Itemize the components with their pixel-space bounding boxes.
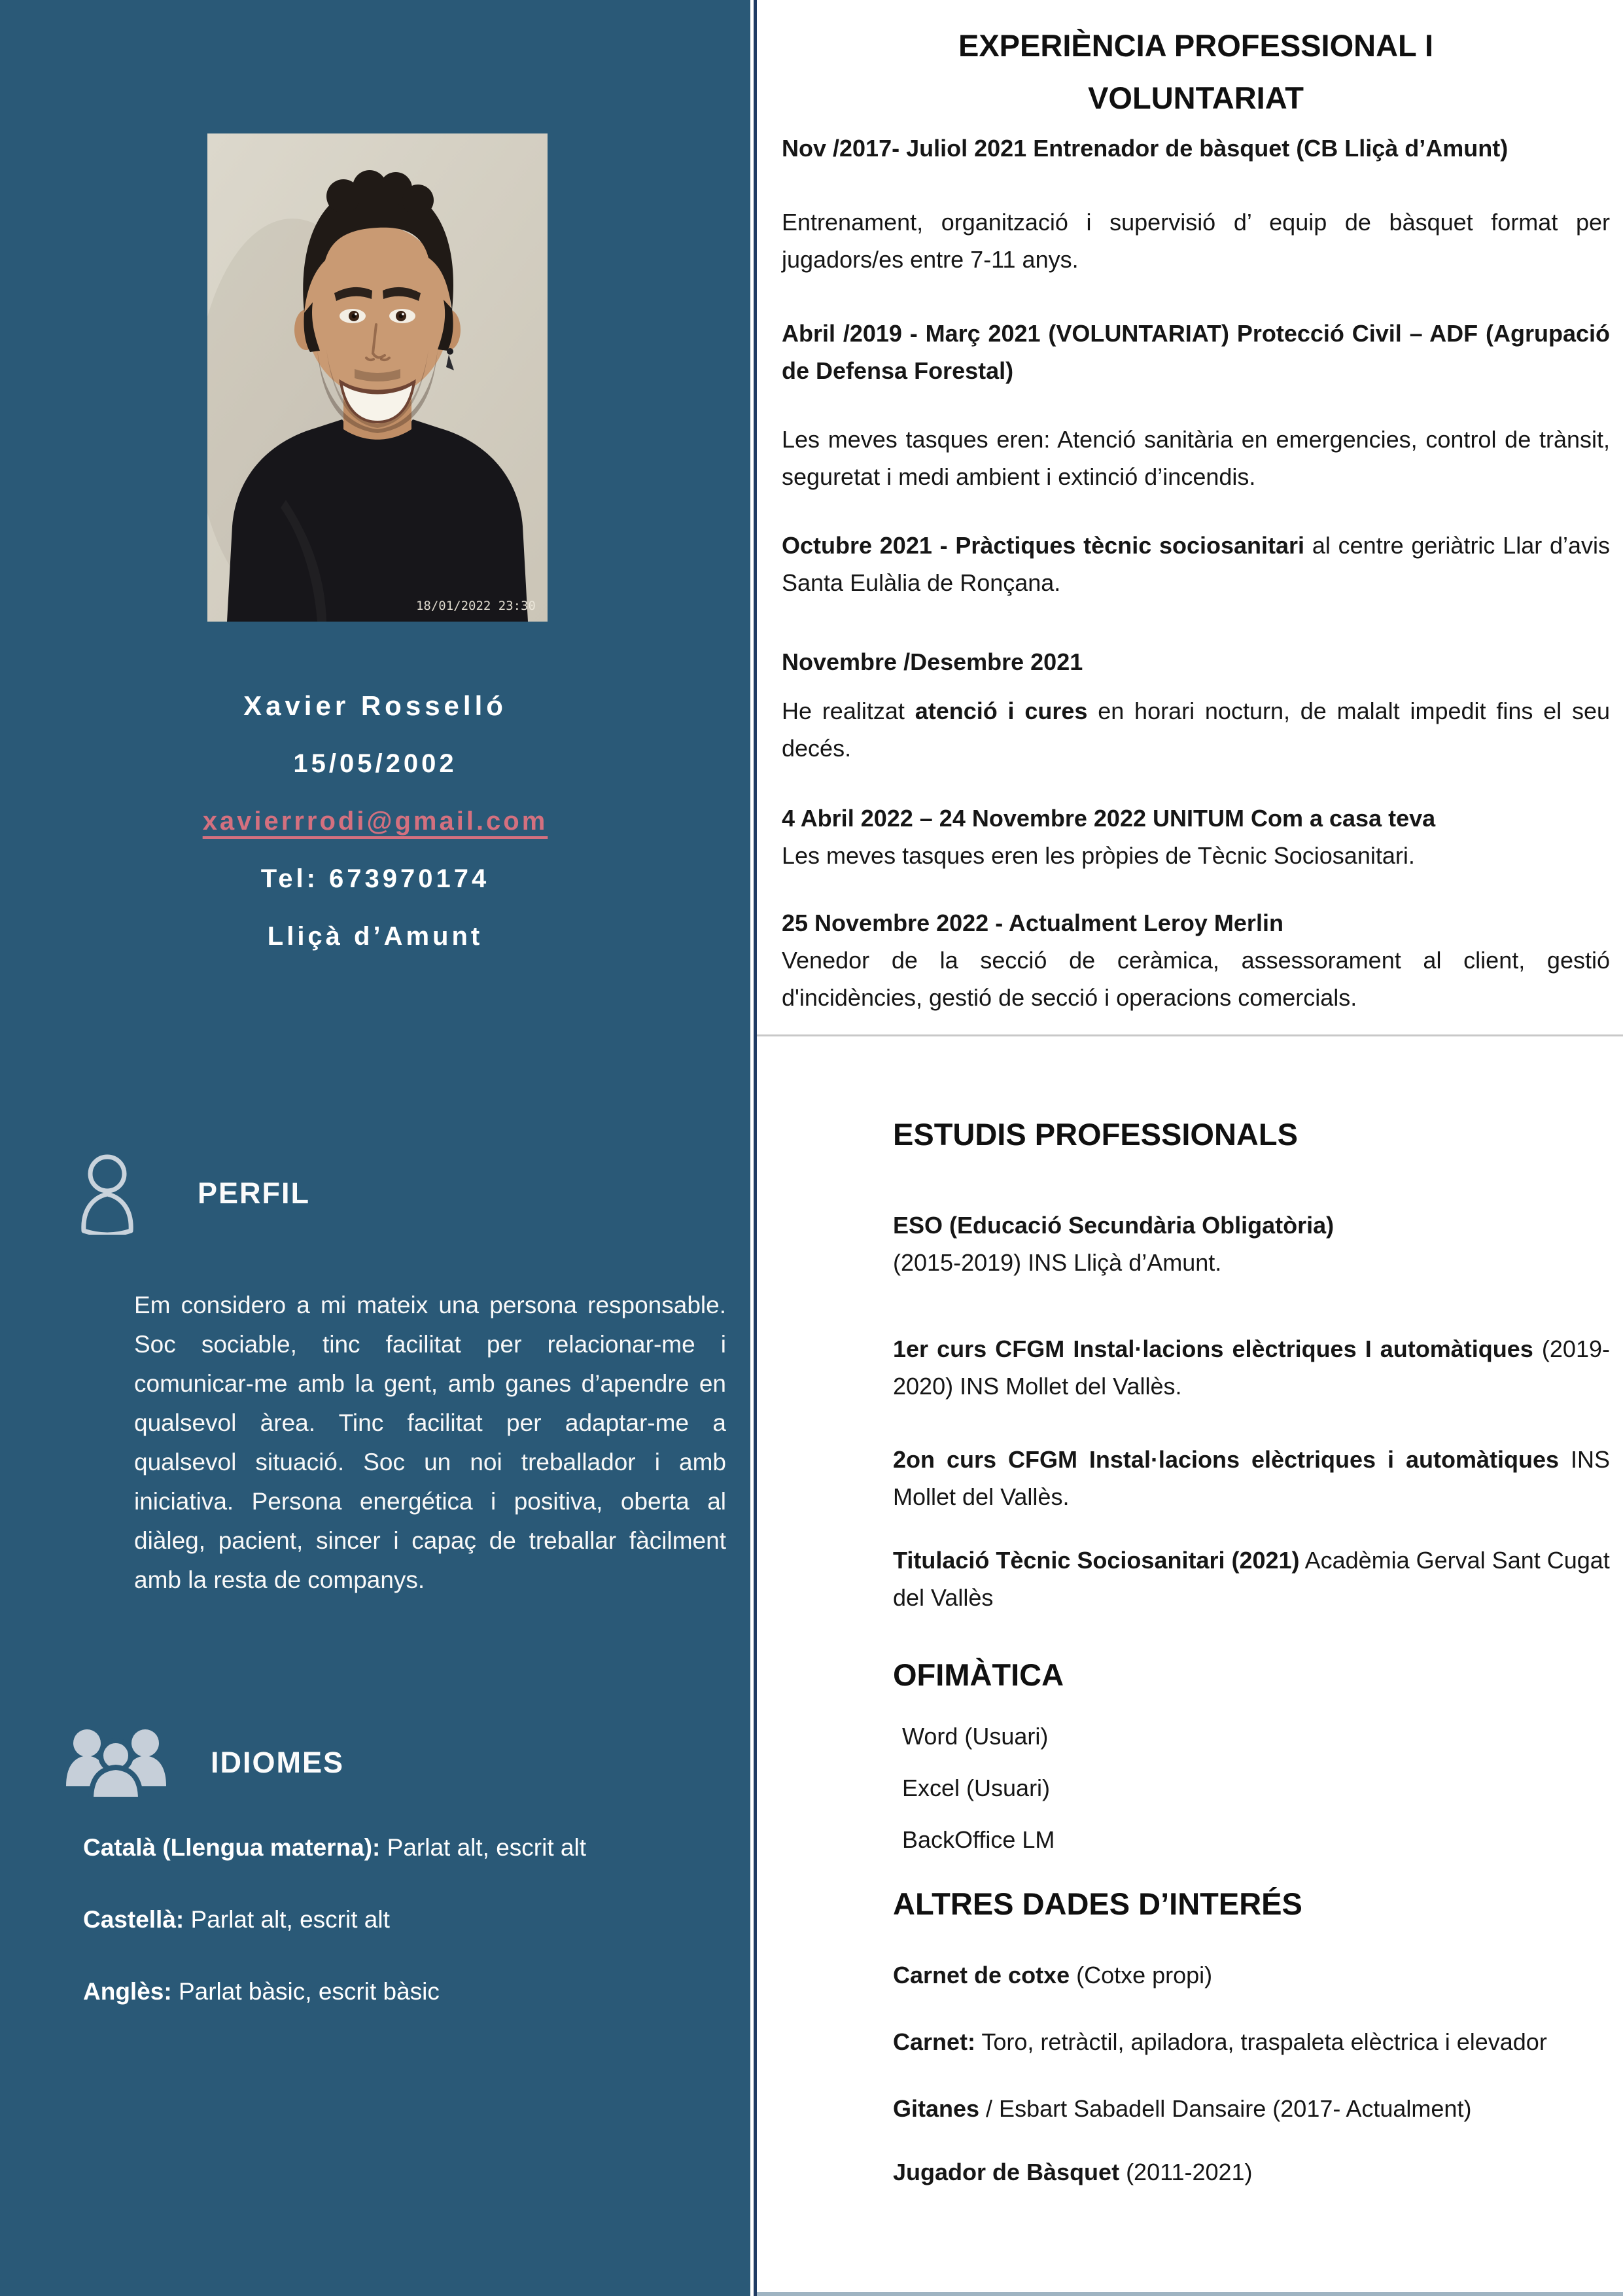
language-item-catala xyxy=(83,1832,718,1863)
entry-body xyxy=(782,692,1610,767)
experience-entry xyxy=(782,130,1610,278)
education-item xyxy=(893,1441,1610,1515)
profile-photo xyxy=(207,133,548,622)
language-label: Castellà: xyxy=(83,1906,184,1933)
profile-section-header xyxy=(77,1150,310,1237)
email-link[interactable]: xavierrrodi@gmail.com xyxy=(202,807,548,836)
education-item-detail: (2015-2019) INS Lliçà d’Amunt. xyxy=(893,1249,1222,1276)
bottom-edge-strip xyxy=(757,2292,1623,2296)
sidebar xyxy=(0,0,750,2296)
education-item-title: 1er curs CFGM Instal·lacions elèctriques I automàtiques xyxy=(893,1335,1533,1362)
entry-body: Les meves tasques eren: Atenció sanitària en emergencies, control de trànsit, seguretat i medi ambient i extinció d’incendis. xyxy=(782,426,1610,490)
office-skill-item: Excel (Usuari) xyxy=(902,1775,1051,1801)
language-item-angles xyxy=(83,1976,718,2007)
photo-timestamp: 18/01/2022 23:30 xyxy=(415,599,536,613)
other-data-heading: ALTRES DADES D’INTERÉS xyxy=(893,1886,1302,1921)
profile-heading: PERFIL xyxy=(198,1176,311,1210)
languages-heading: IDIOMES xyxy=(211,1746,345,1779)
phone: Tel: 673970174 xyxy=(260,864,490,893)
language-level: Parlat bàsic, escrit bàsic xyxy=(171,1978,440,2005)
other-data-item xyxy=(893,2090,1554,2127)
education-item-title: 2on curs CFGM Instal·lacions elèctriques i automàtiques xyxy=(893,1446,1560,1473)
experience-entry xyxy=(782,315,1610,495)
entry-title: 25 Novembre 2022 - Actualment Leroy Merlin xyxy=(782,910,1283,936)
birthdate: 15/05/2002 xyxy=(293,749,457,778)
language-level: Parlat alt, escrit alt xyxy=(184,1906,390,1933)
entry-body: Venedor de la secció de ceràmica, assessorament al client, gestió d'incidències, gestió de secció i operacions comercials. xyxy=(782,947,1610,1011)
other-item-label: Jugador de Bàsquet xyxy=(893,2159,1120,2185)
entry-body-bold: atenció i cures xyxy=(915,698,1088,724)
languages-list xyxy=(83,1832,718,2048)
education-item-title: Titulació Tècnic Sociosanitari (2021) xyxy=(893,1547,1300,1574)
language-level: Parlat alt, escrit alt xyxy=(380,1834,586,1861)
education-item-detail: INS Mollet del Vallès. xyxy=(893,1446,1610,1510)
office-skill-item: BackOffice LM xyxy=(902,1826,1055,1853)
entry-title-rest: al centre geriàtric Llar d’avis Santa Eulàlia de Ronçana. xyxy=(782,532,1610,596)
profile-text: Em considero a mi mateix una persona responsable. Soc sociable, tinc facilitat per relacionar-me i comunicar-me amb la gent, amb ganes d’apendre en qualsevol àrea. Tinc facilitat per adaptar-me a qualsevol situació. Soc un noi treballador i amb iniciativa. Persona energética i positiva, oberta al diàleg, pacient, sincer i capaç de treballar fàcilment amb la resta de companys. xyxy=(134,1292,726,1593)
education-item xyxy=(893,1330,1610,1405)
entry-body: Entrenament, organització i supervisió d’ equip de bàsquet format per jugadors/es entre 7-11 anys. xyxy=(782,209,1610,273)
other-data-item xyxy=(893,2023,1610,2060)
other-item-label: Carnet: xyxy=(893,2028,976,2055)
entry-body-text: en horari nocturn, de malalt impedit fins el seu decés. xyxy=(782,698,1611,762)
other-item-detail: (2011-2021) xyxy=(1119,2159,1253,2185)
other-item-label: Carnet de cotxe xyxy=(893,1962,1070,1988)
main-column xyxy=(757,0,1623,2296)
entry-title: Nov /2017- Juliol 2021 Entrenador de bàsquet (CB Lliçà d’Amunt) xyxy=(782,135,1509,162)
email-line xyxy=(0,792,750,850)
language-label: Català (Llengua materna): xyxy=(83,1834,381,1861)
entry-title-bold: Octubre 2021 - Pràctiques tècnic sociosanitari xyxy=(782,532,1305,559)
education-item-detail: (2019-2020) INS Mollet del Vallès. xyxy=(893,1335,1610,1400)
other-item-label: Gitanes xyxy=(893,2095,980,2122)
other-data-item xyxy=(893,2153,1610,2191)
experience-entry xyxy=(782,800,1610,874)
languages-section-header xyxy=(62,1720,344,1806)
office-skills-heading: OFIMÀTICA xyxy=(893,1657,1064,1692)
contact-block xyxy=(0,677,750,965)
person-icon xyxy=(77,1152,137,1235)
education-heading: ESTUDIS PROFESSIONALS xyxy=(893,1117,1298,1152)
city: Lliçà d’Amunt xyxy=(267,922,483,951)
education-item xyxy=(893,1542,1610,1616)
section-separator xyxy=(757,1034,1623,1036)
experience-heading-line2: VOLUNTARIAT xyxy=(1088,80,1304,115)
office-skills-list xyxy=(893,1718,1610,1858)
experience-entry xyxy=(782,527,1610,601)
experience-heading xyxy=(782,20,1610,124)
experience-heading-line1: EXPERIÈNCIA PROFESSIONAL I xyxy=(958,28,1434,63)
entry-title: Novembre /Desembre 2021 xyxy=(782,648,1083,675)
education-item-detail: Acadèmia Gerval Sant Cugat del Vallès xyxy=(893,1547,1610,1611)
other-item-detail: Toro, retràctil, apiladora, traspaleta elèctrica i elevador xyxy=(975,2028,1547,2055)
entry-body: Les meves tasques eren les pròpies de Tècnic Sociosanitari. xyxy=(782,842,1415,869)
entry-mixed-line xyxy=(782,527,1610,601)
entry-title: 4 Abril 2022 – 24 Novembre 2022 UNITUM Com a casa teva xyxy=(782,805,1436,832)
other-item-detail: (Cotxe propi) xyxy=(1070,1962,1213,1988)
people-icon xyxy=(62,1725,170,1801)
language-item-castella xyxy=(83,1904,718,1935)
person-name: Xavier Rosselló xyxy=(243,690,507,721)
experience-entry xyxy=(782,643,1610,767)
experience-entry xyxy=(782,904,1610,1016)
other-item-detail: / Esbart Sabadell Dansaire (2017- Actualment) xyxy=(979,2095,1472,2122)
entry-title: Abril /2019 - Març 2021 (VOLUNTARIAT) Protecció Civil – ADF (Agrupació de Defensa Forestal) xyxy=(782,320,1610,384)
office-skill-item: Word (Usuari) xyxy=(902,1723,1049,1750)
education-section xyxy=(893,1115,1610,2191)
education-item xyxy=(893,1207,1610,1281)
other-data-item xyxy=(893,1956,1610,1994)
language-label: Anglès: xyxy=(83,1978,172,2005)
education-item-title: ESO (Educació Secundària Obligatòria) xyxy=(893,1212,1335,1239)
portrait-illustration xyxy=(207,133,548,622)
entry-body-text: He realitzat xyxy=(782,698,915,724)
